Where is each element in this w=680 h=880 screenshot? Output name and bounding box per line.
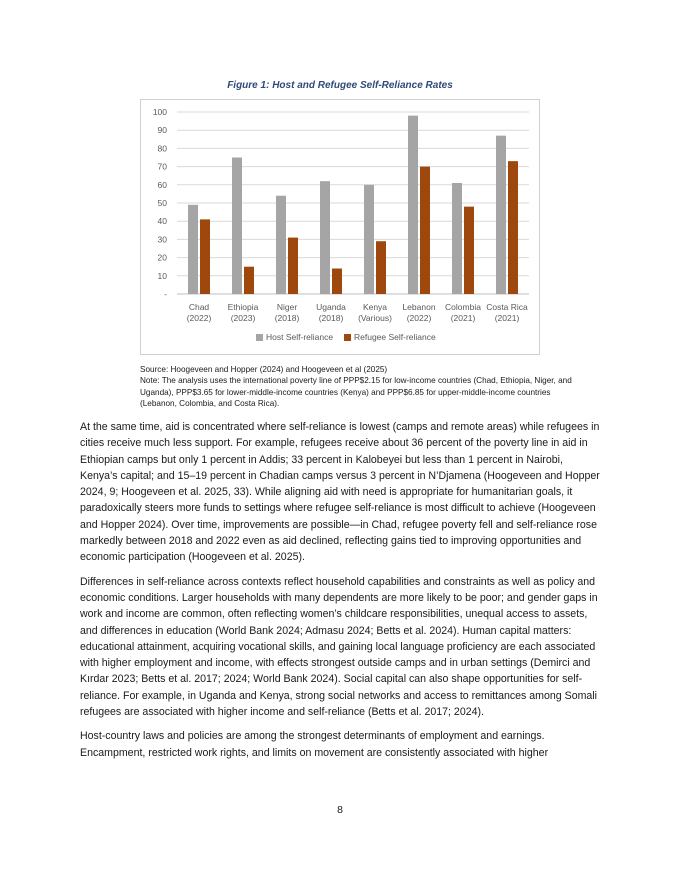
paragraph-2: Differences in self-reliance across contexts reflect household capabilities and constraints as well as policy and economic conditions. Larger households with many dependents are more likely to be poor; and gender gaps in work and income are common, often reflecting women’s childcare responsibilities, unequal access to assets, and differences in education (World Bank 2024; Admasu 2024; Betts et al. 2024). Human capital matters: educational attainment, acquiring vocational skills, and gaining local language proficiency are each associated with higher employment and income, with effects strongest outside camps and in urban settings (Demirci and Kırdar 2023; Betts et al. 2017; 2024; World Bank 2024). Social capital can also shape opportunities for self-reliance. For example, in Uganda and Kenya, strong social networks and access to remittances among Somali refugees are associated with higher income and self-reliance (Betts et al. 2017; 2024).	[80, 575, 598, 719]
y-tick-label: 90	[157, 125, 167, 136]
refugee-bar	[376, 241, 386, 294]
host-bar	[408, 116, 418, 294]
y-tick-label: 20	[157, 252, 167, 263]
body-text	[80, 419, 600, 769]
x-tick-label-year: (2023)	[230, 313, 256, 323]
legend-swatch	[344, 334, 351, 341]
x-tick-label: Chad	[188, 302, 210, 312]
figure-notes	[140, 364, 580, 410]
y-tick-label: 60	[157, 179, 167, 190]
x-tick-label: Niger	[276, 302, 298, 312]
figure-title: Figure 1: Host and Refugee Self-Reliance Rates	[227, 80, 453, 91]
x-tick-label-year: (2018)	[274, 313, 300, 323]
x-tick-label-year: (2021)	[450, 313, 476, 323]
host-bar	[232, 158, 242, 295]
refugee-bar	[288, 238, 298, 294]
y-tick-label: 10	[157, 270, 167, 281]
host-bar	[276, 196, 286, 294]
host-bar	[496, 136, 506, 294]
host-bar	[452, 183, 462, 294]
x-tick-label: Costa Rica	[486, 302, 528, 312]
host-bar	[320, 181, 330, 294]
paragraph-3: Host-country laws and policies are among the strongest determinants of employment and earnings. Encampment, restricted work rights, and limits on movement are consistently associated with higher	[80, 730, 549, 759]
x-tick-label: Ethiopia	[227, 302, 259, 312]
source-note: Source: Hoogeveen and Hopper (2024) and Hoogeveen et al (2025)	[140, 365, 388, 374]
x-tick-label-year: (2018)	[318, 313, 344, 323]
y-tick-label: 50	[157, 198, 167, 208]
x-tick-label: Kenya	[362, 302, 388, 312]
bar-chart	[141, 100, 541, 356]
y-tick-label: 40	[157, 216, 167, 227]
y-tick-label: 70	[157, 161, 167, 172]
x-tick-label: Uganda	[316, 302, 346, 312]
x-tick-label-year: (2022)	[406, 313, 432, 323]
y-tick-label: 100	[152, 107, 167, 117]
y-tick-label: -	[164, 289, 167, 299]
host-bar	[364, 185, 374, 294]
analysis-note: Note: The analysis uses the international poverty line of PPP$2.15 for low-income countries (Chad, Ethiopia, Niger, and Uganda), PPP$3.65 for lower-middle-income countries (Kenya) and PPP$6.85 for upper-middle-income countries (Lebanon, Colombia, and Costa Rica).	[140, 376, 572, 409]
x-tick-label-year: (Various)	[358, 313, 392, 323]
refugee-bar	[420, 167, 430, 294]
y-tick-label: 80	[157, 143, 167, 154]
refugee-bar	[508, 161, 518, 294]
refugee-bar	[244, 267, 254, 294]
x-tick-label: Colombia	[445, 302, 481, 312]
page-number: 8	[337, 804, 343, 816]
refugee-bar	[464, 207, 474, 294]
x-tick-label-year: (2022)	[186, 313, 212, 323]
y-tick-label: 30	[157, 234, 167, 245]
legend-label: Refugee Self-reliance	[354, 332, 436, 342]
chart-container	[140, 99, 540, 355]
refugee-bar	[332, 269, 342, 294]
refugee-bar	[200, 219, 210, 294]
x-tick-label: Lebanon	[402, 302, 436, 312]
x-tick-label-year: (2021)	[494, 313, 520, 323]
host-bar	[188, 205, 198, 294]
legend-swatch	[256, 334, 263, 341]
legend-label: Host Self-reliance	[266, 332, 334, 342]
paragraph-1: At the same time, aid is concentrated where self-reliance is lowest (camps and remote areas) while refugees in cities receive much less support. For example, refugees receive about 36 percent of the poverty line in aid in Ethiopian camps but only 1 percent in Addis; 33 percent in Kalobeyei but less than 1 percent in Nairobi, Kenya’s capital; and 15–19 percent in Chadian camps versus 3 percent in N’Djamena (Hoogeveen and Hopper 2024, 9; Hoogeveen et al. 2025, 33). While aligning aid with need is appropriate for humanitarian goals, it paradoxically steers more funds to settings where refugee self-reliance is most difficult to achieve (Hoogeveen and Hopper 2024). Over time, improvements are possible—in Chad, refugee poverty fell and self-reliance rose markedly between 2018 and 2022 even as aid declined, reflecting gains tied to improving opportunities and economic participation (Hoogeveen et al. 2025).	[80, 421, 600, 564]
